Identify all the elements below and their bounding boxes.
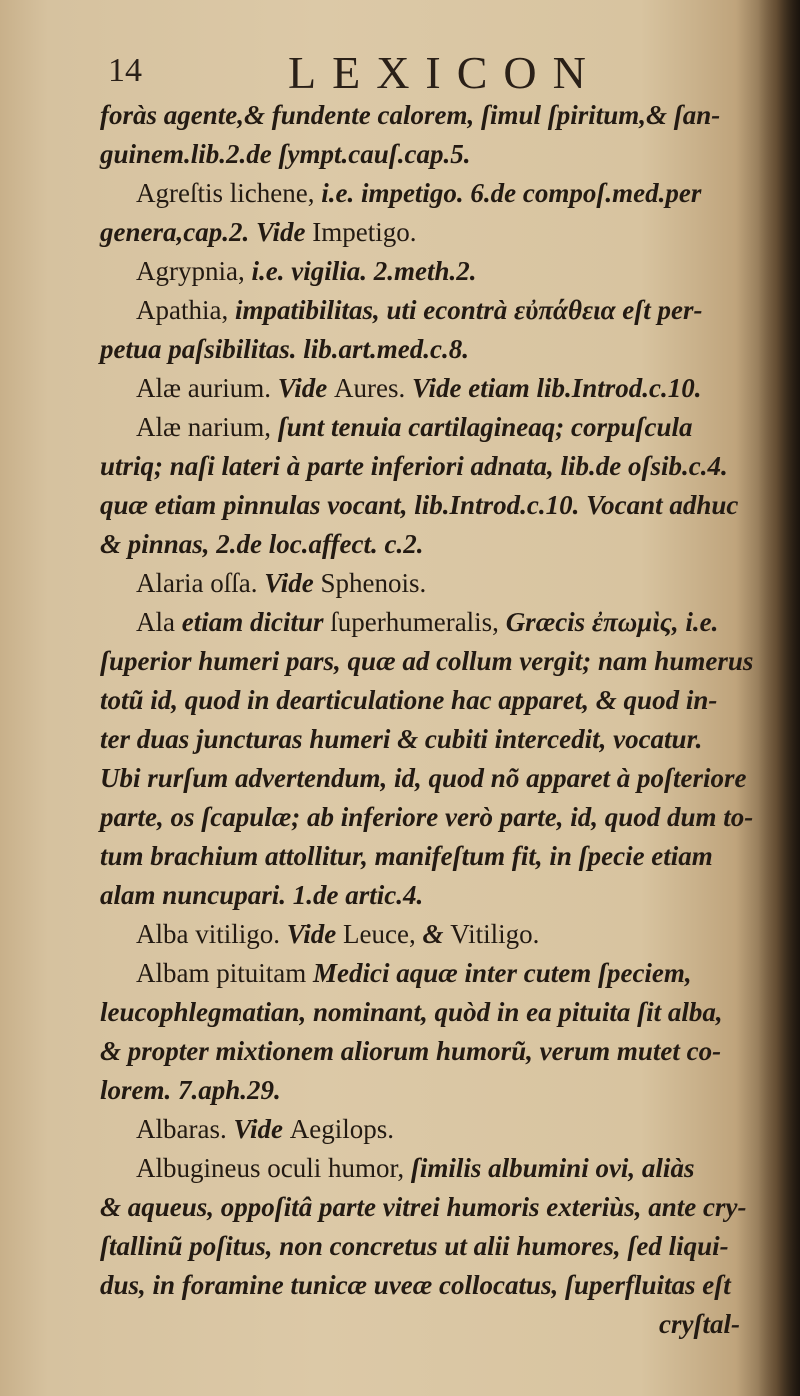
italic-text: Vide etiam lib.Introd.c.10. <box>412 373 702 403</box>
roman-text: Alæ narium, <box>136 412 278 442</box>
italic-text: foràs agente,& fundente calorem, ſimul ſpiritum,& ſan- <box>100 100 721 130</box>
text-line <box>100 369 770 408</box>
roman-text: Alba vitiligo. <box>136 919 287 949</box>
page-number: 14 <box>108 52 142 89</box>
italic-text: cryſtal- <box>659 1309 740 1339</box>
italic-text: Vide <box>264 568 321 598</box>
roman-text: Sphenois. <box>320 568 427 598</box>
italic-text: ſuperior humeri pars, quæ ad collum vergit; nam humerus <box>100 646 754 676</box>
italic-text: tum brachium attollitur, manifeſtum fit, in ſpecie etiam <box>100 841 713 871</box>
text-line <box>100 135 770 174</box>
dictionary-text <box>100 96 770 1344</box>
italic-text: ſimilis albumini ovi, aliàs <box>410 1153 695 1183</box>
text-line <box>100 954 770 993</box>
text-line <box>100 252 770 291</box>
text-line <box>100 1188 770 1227</box>
italic-text: Medici aquæ inter cutem ſpeciem, <box>312 958 692 988</box>
italic-text: & <box>422 919 451 949</box>
text-line <box>100 876 770 915</box>
text-line <box>100 1110 770 1149</box>
italic-text: quæ etiam pinnulas vocant, lib.Introd.c.10. Vocant adhuc <box>100 490 739 520</box>
italic-text: Græcis ἐπωμὶς, i.e. <box>505 607 719 637</box>
italic-text: genera,cap.2. Vide <box>100 217 313 247</box>
italic-text: ſunt tenuia cartilagineaq; corpuſcula <box>277 412 693 442</box>
italic-text: lorem. 7.aph.29. <box>100 1075 281 1105</box>
italic-text: parte, os ſcapulæ; ab inferiore verò parte, id, quod dum to- <box>100 802 754 832</box>
italic-text: petua paſsibilitas. lib.art.med.c.8. <box>100 334 469 364</box>
italic-text: & propter mixtionem aliorum humorũ, verum mutet co- <box>100 1036 722 1066</box>
roman-text: Alaria oſſa. <box>136 568 265 598</box>
italic-text: Ubi rurſum advertendum, id, quod nõ apparet à poſteriore <box>100 763 747 793</box>
text-line <box>100 993 770 1032</box>
italic-text: ter duas juncturas humeri & cubiti intercedit, vocatur. <box>100 724 703 754</box>
text-line <box>100 1149 770 1188</box>
italic-text: guinem.lib.2.de ſympt.cauſ.cap.5. <box>100 139 471 169</box>
roman-text: Impetigo. <box>312 217 417 247</box>
text-line <box>100 96 770 135</box>
text-line <box>100 681 770 720</box>
roman-text: Ala <box>136 607 182 637</box>
text-line <box>100 1071 770 1110</box>
italic-text: ſtallinũ poſitus, non concretus ut alii humores, ſed liqui- <box>100 1231 729 1261</box>
text-line <box>100 291 770 330</box>
italic-text: & pinnas, 2.de loc.affect. c.2. <box>100 529 424 559</box>
text-line <box>100 603 770 642</box>
text-line <box>100 330 770 369</box>
text-line <box>100 1227 770 1266</box>
text-line <box>100 1266 770 1305</box>
page-header <box>108 46 788 96</box>
text-line <box>100 1032 770 1071</box>
italic-text: i.e. vigilia. 2.meth.2. <box>251 256 477 286</box>
roman-text: Aegilops. <box>289 1114 394 1144</box>
italic-text: alam nuncupari. 1.de artic.4. <box>100 880 424 910</box>
text-line <box>100 720 770 759</box>
italic-text: & aqueus, oppoſitâ parte vitrei humoris exteriùs, ante cry- <box>100 1192 747 1222</box>
italic-text: utriq; naſi lateri à parte inferiori adnata, lib.de oſsib.c.4. <box>100 451 728 481</box>
italic-text: Vide <box>286 919 344 949</box>
running-head: LEXICON <box>288 47 602 98</box>
roman-text: Vitiligo. <box>450 919 540 949</box>
text-line <box>100 915 770 954</box>
italic-text: leucophlegmatian, nominant, quòd in ea pituita ſit alba, <box>100 997 723 1027</box>
roman-text: Leuce, <box>343 919 423 949</box>
roman-text: Albaras. <box>136 1114 234 1144</box>
italic-text: dus, in foramine tunicæ uveæ collocatus, ſuperfluitas eſt <box>100 1270 731 1300</box>
text-line <box>100 525 770 564</box>
italic-text: etiam dicitur <box>181 607 331 637</box>
italic-text: Vide <box>277 373 335 403</box>
italic-text: Vide <box>233 1114 290 1144</box>
text-line <box>100 837 770 876</box>
roman-text: Aures. <box>334 373 412 403</box>
text-line <box>100 486 770 525</box>
italic-text: totũ id, quod in dearticulatione hac apparet, & quod in- <box>100 685 718 715</box>
roman-text: Agrypnia, <box>136 256 252 286</box>
italic-text: i.e. impetigo. 6.de compoſ.med.per <box>321 178 702 208</box>
text-line <box>100 408 770 447</box>
italic-text: impatibilitas, uti econtrà εὐπάθεια eſt per- <box>234 295 703 325</box>
roman-text: Alæ aurium. <box>136 373 278 403</box>
roman-text: Albugineus oculi humor, <box>136 1153 411 1183</box>
text-line <box>100 642 770 681</box>
text-line <box>100 1305 770 1344</box>
text-line <box>100 174 770 213</box>
text-line <box>100 759 770 798</box>
text-line <box>100 447 770 486</box>
roman-text: Apathia, <box>136 295 235 325</box>
text-line <box>100 798 770 837</box>
roman-text: ſuperhumeralis, <box>330 607 506 637</box>
text-line <box>100 213 770 252</box>
text-line <box>100 564 770 603</box>
roman-text: Agreſtis lichene, <box>136 178 322 208</box>
roman-text: Albam pituitam <box>136 958 313 988</box>
